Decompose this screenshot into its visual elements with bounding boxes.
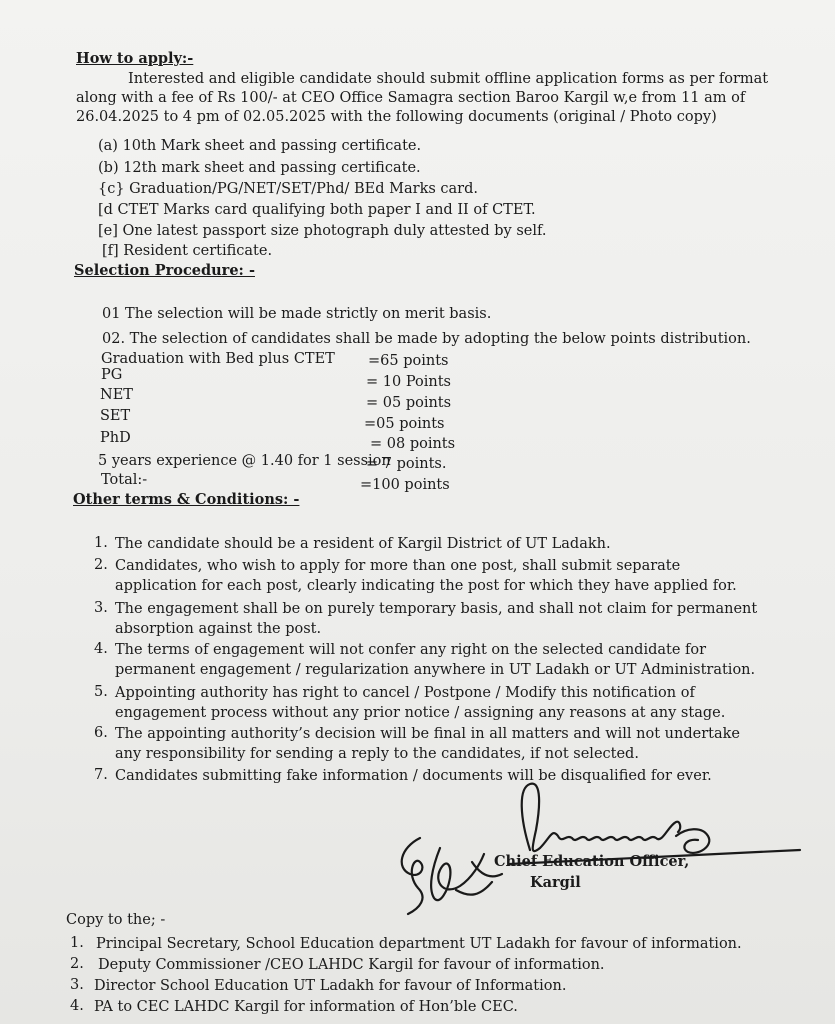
term-number: 6. (94, 725, 108, 741)
points-label: NET (100, 387, 133, 403)
term-number: 2. (94, 557, 108, 573)
term-text: The engagement shall be on purely temporary basis, and shall not claim for permanent absorption against the post. (115, 601, 758, 637)
selection-procedure-heading: Selection Procedure: - (74, 262, 255, 279)
copy-text: Director School Education UT Ladakh for favour of Information. (94, 978, 567, 994)
document-item: [e] One latest passport size photograph duly attested by self. (98, 223, 547, 239)
term-number: 1. (94, 535, 108, 551)
copy-to-heading: Copy to the; - (66, 912, 166, 928)
copy-number: 2. (70, 956, 84, 972)
how-to-apply-heading: How to apply:- (76, 50, 194, 67)
term-text: The terms of engagement will not confer any right on the selected candidate for permanent engagement / regularization anywhere in UT Ladakh or UT Administration. (115, 642, 756, 678)
copy-text: Principal Secretary, School Education department UT Ladakh for favour of information. (96, 936, 742, 952)
term-text: Appointing authority has right to cancel / Postpone / Modify this notification of engagement process without any prior notice / assigning any reasons at any stage. (115, 685, 726, 721)
points-label: PhD (100, 430, 131, 446)
how-to-apply-paragraph: Interested and eligible candidate should submit offline application forms as per format along with a fee of Rs 100/- at CEO Office Samagra section Baroo Kargil w,e from 11 am of 26.04.2025 to 4 pm of 02.05.2025 with the following documents (original / Photo copy) (76, 71, 769, 125)
points-label: SET (100, 408, 131, 424)
document-item: [d CTET Marks card qualifying both paper I and II of CTET. (98, 202, 536, 218)
points-label: Graduation with Bed plus CTET (101, 351, 335, 367)
copy-text: Deputy Commissioner /CEO LAHDC Kargil for favour of information. (98, 957, 605, 973)
selection-point-2: 02. The selection of candidates shall be made by adopting the below points distribution. (102, 331, 751, 347)
term-number: 5. (94, 684, 108, 700)
terms-heading: Other terms & Conditions: - (73, 491, 300, 508)
term-text: Candidates, who wish to apply for more than one post, shall submit separate application for each post, clearly indicating the post for which they have applied for. (115, 558, 737, 594)
points-value: = 05 points (366, 395, 452, 411)
copy-text: PA to CEC LAHDC Kargil for information of Hon’ble CEC. (94, 999, 518, 1015)
term-number: 4. (94, 641, 108, 657)
document-item: [f] Resident certificate. (102, 243, 273, 259)
points-value: = 10 Points (366, 374, 451, 390)
points-value: =100 points (360, 477, 450, 493)
points-value: =65 points (368, 353, 449, 369)
copy-number: 1. (70, 935, 84, 951)
points-value: = 7 points. (366, 456, 447, 472)
points-value: = 08 points (370, 436, 456, 452)
points-label: 5 years experience @ 1.40 for 1 session (98, 453, 391, 469)
signatory-title: Chief Education Officer, (494, 853, 690, 870)
points-label: Total:- (101, 472, 148, 488)
document-item: (a) 10th Mark sheet and passing certificate. (98, 138, 422, 154)
document-item: (b) 12th mark sheet and passing certificate. (98, 160, 421, 176)
copy-number: 4. (70, 998, 84, 1014)
document-item: {c} Graduation/PG/NET/SET/Phd/ BEd Marks card. (98, 181, 479, 197)
term-text: The candidate should be a resident of Kargil District of UT Ladakh. (115, 536, 611, 552)
points-label: PG (101, 367, 123, 383)
term-number: 3. (94, 600, 108, 616)
signatory-place: Kargil (530, 874, 581, 891)
points-value: =05 points (364, 416, 445, 432)
term-number: 7. (94, 767, 108, 783)
copy-number: 3. (70, 977, 84, 993)
selection-point-1: 01 The selection will be made strictly on merit basis. (102, 306, 492, 322)
term-text: The appointing authority’s decision will be final in all matters and will not undertake any responsibility for sending a reply to the candidates, if not selected. (115, 726, 740, 762)
term-text: Candidates submitting fake information / documents will be disqualified for ever. (115, 768, 712, 784)
